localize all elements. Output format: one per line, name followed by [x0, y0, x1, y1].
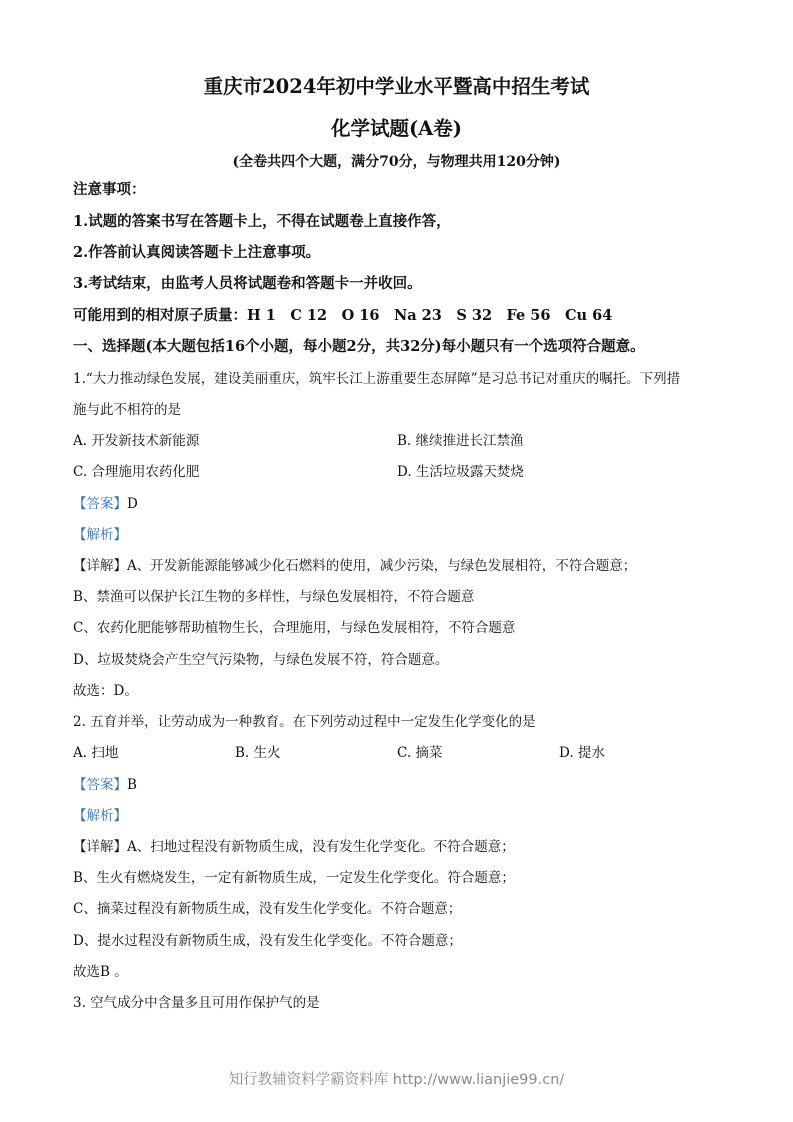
analysis-label: 【解析】	[73, 808, 127, 824]
answer-line	[73, 776, 137, 794]
footer-watermark: 知行教辅资料学霸资料库 http://www.lianjie99.cn/	[228, 1072, 565, 1088]
answer-value: D	[127, 496, 138, 512]
option-c: C. 摘菜	[397, 745, 443, 761]
instruction-item: 3.考试结束，由监考人员将试题卷和答题卡一并收回。	[73, 275, 422, 292]
question-stem: 2. 五育并举，让劳动成为一种教育。在下列劳动过程中一定发生化学变化的是	[73, 714, 536, 730]
option-a: A. 开发新技术新能源	[73, 433, 200, 449]
question-stem: 1.“大力推动绿色发展，建设美丽重庆，筑牢长江上游重要生态屏障”是习总书记对重庆的嘱托。下列措	[73, 371, 681, 387]
answer-line	[73, 495, 138, 513]
question-stem: 3. 空气成分中含量多且可用作保护气的是	[73, 995, 320, 1011]
option-d: D. 提水	[559, 745, 605, 761]
instructions-heading: 注意事项：	[73, 181, 146, 198]
answer-label: 【答案】	[73, 777, 127, 793]
exam-note: (全卷共四个大题，满分70分，与物理共用120分钟)	[232, 154, 561, 170]
option-a: A. 扫地	[73, 745, 119, 761]
detail-line: 故选：D。	[73, 683, 138, 699]
detail-line: 【详解】A、开发新能源能够减少化石燃料的使用，减少污染，与绿色发展相符，不符合题意；	[73, 558, 637, 574]
section-heading: 一、选择题(本大题包括16个小题，每小题2分，共32分)每小题只有一个选项符合题意。	[73, 338, 645, 355]
detail-line: 【详解】A、扫地过程没有新物质生成，没有发生化学变化。不符合题意；	[73, 839, 515, 855]
detail-line: D、提水过程没有新物质生成，没有发生化学变化。不符合题意；	[73, 933, 462, 949]
instruction-item: 1.试题的答案书写在答题卡上，不得在试题卷上直接作答，	[73, 213, 451, 230]
exam-title: 重庆市2024年初中学业水平暨高中招生考试	[203, 75, 590, 98]
detail-line: 故选B 。	[73, 964, 128, 980]
detail-line: B、生火有燃烧发生，一定有新物质生成，一定发生化学变化。符合题意；	[73, 870, 515, 886]
detail-line: C、农药化肥能够帮助植物生长，合理施用，与绿色发展相符，不符合题意	[73, 620, 516, 636]
exam-subtitle: 化学试题(A卷)	[330, 117, 463, 140]
detail-line: C、摘菜过程没有新物质生成，没有发生化学变化。不符合题意；	[73, 901, 462, 917]
instruction-item: 2.作答前认真阅读答题卡上注意事项。	[73, 244, 321, 261]
detail-line: D、垃圾焚烧会产生空气污染物，与绿色发展不符，符合题意。	[73, 652, 449, 668]
option-d: D. 生活垃圾露天焚烧	[397, 464, 524, 480]
option-c: C. 合理施用农药化肥	[73, 464, 200, 480]
atomic-masses: 可能用到的相对原子质量：H 1 C 12 O 16 Na 23 S 32 Fe 56 Cu 64	[73, 307, 613, 324]
answer-label: 【答案】	[73, 496, 127, 512]
option-b: B. 生火	[235, 745, 281, 761]
option-b: B. 继续推进长江禁渔	[397, 433, 524, 449]
detail-line: B、禁渔可以保护长江生物的多样性，与绿色发展相符，不符合题意	[73, 589, 475, 605]
analysis-label: 【解析】	[73, 527, 127, 543]
answer-value: B	[127, 777, 137, 793]
question-stem: 施与此不相符的是	[73, 402, 181, 418]
